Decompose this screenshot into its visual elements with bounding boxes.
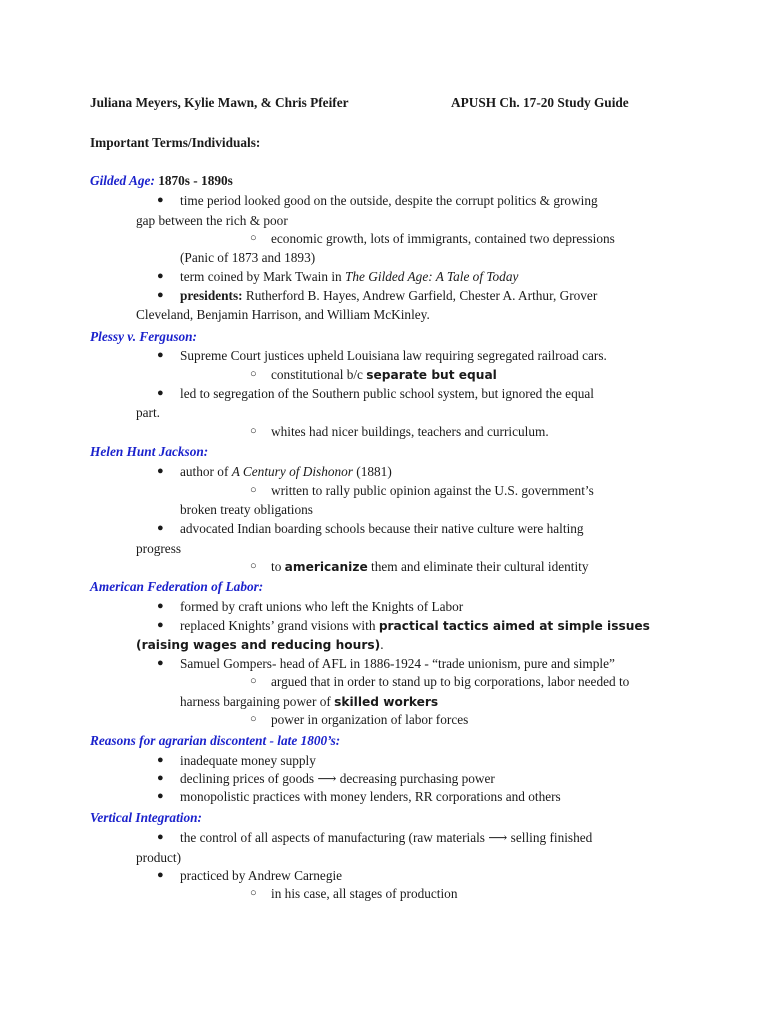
list-item: formed by craft unions who left the Knights of Labor bbox=[180, 599, 464, 614]
bullet-icon: ● bbox=[157, 869, 164, 881]
list-item: inadequate money supply bbox=[180, 753, 316, 768]
list-item: led to segregation of the Southern public school system, but ignored the equal bbox=[180, 386, 594, 401]
list-item: the control of all aspects of manufacturing (raw materials ⟶ selling finished bbox=[180, 830, 593, 845]
section-title: Helen Hunt Jackson: bbox=[90, 444, 209, 459]
sub-bullet-icon: ○ bbox=[250, 713, 257, 725]
sub-item: in his case, all stages of production bbox=[271, 886, 458, 901]
book-title: A Century of Dishonor bbox=[231, 464, 353, 479]
section-title: Vertical Integration: bbox=[90, 810, 202, 825]
bullet-icon: ● bbox=[157, 270, 164, 282]
list-item-cont bbox=[136, 637, 384, 653]
label: presidents: bbox=[180, 288, 243, 303]
sub-item bbox=[271, 367, 497, 383]
text: author of bbox=[180, 464, 232, 479]
list-item-cont: progress bbox=[136, 541, 182, 556]
bullet-icon: ● bbox=[157, 387, 164, 399]
sub-bullet-icon: ○ bbox=[250, 560, 257, 572]
sub-item bbox=[271, 559, 589, 575]
bullet-icon: ● bbox=[157, 831, 164, 843]
section-plessy bbox=[90, 329, 197, 345]
list-item: practiced by Andrew Carnegie bbox=[180, 868, 343, 883]
sub-bullet-icon: ○ bbox=[250, 484, 257, 496]
text: (1881) bbox=[352, 464, 392, 479]
section-title: Reasons for agrarian discontent - late 1800’s: bbox=[90, 733, 341, 748]
list-item-cont: product) bbox=[136, 850, 182, 865]
list-item: advocated Indian boarding schools because their native culture were halting bbox=[180, 521, 584, 536]
section-title: Plessy v. Ferguson: bbox=[90, 329, 197, 344]
text: . bbox=[380, 637, 384, 652]
section-title: American Federation of Labor: bbox=[90, 579, 264, 594]
emphasis: (raising wages and reducing hours) bbox=[136, 638, 381, 652]
book-title: The Gilded Age: A Tale of Today bbox=[345, 269, 519, 284]
list-item-cont: Cleveland, Benjamin Harrison, and William McKinley. bbox=[136, 307, 430, 322]
bullet-icon: ● bbox=[157, 194, 164, 206]
emphasis: practical tactics aimed at simple issues bbox=[378, 619, 650, 633]
emphasis: skilled workers bbox=[334, 695, 439, 709]
text: to bbox=[271, 559, 285, 574]
text: Rutherford B. Hayes, Andrew Garfield, Chester A. Arthur, Grover bbox=[242, 288, 598, 303]
bullet-icon: ● bbox=[157, 600, 164, 612]
list-item bbox=[180, 269, 518, 285]
emphasis: separate but equal bbox=[366, 368, 497, 382]
list-item: time period looked good on the outside, despite the corrupt politics & growing bbox=[180, 193, 598, 208]
sub-item-cont: broken treaty obligations bbox=[180, 502, 313, 517]
list-item-cont: part. bbox=[136, 405, 160, 420]
section-title: Gilded Age: bbox=[90, 173, 155, 188]
authors: Juliana Meyers, Kylie Mawn, & Chris Pfeifer bbox=[90, 95, 349, 110]
bullet-icon: ● bbox=[157, 522, 164, 534]
sub-item: power in organization of labor forces bbox=[271, 712, 469, 727]
section-agrarian-discontent bbox=[90, 733, 340, 749]
bullet-icon: ● bbox=[157, 790, 164, 802]
text: replaced Knights’ grand visions with bbox=[180, 618, 379, 633]
bullet-icon: ● bbox=[157, 754, 164, 766]
sub-bullet-icon: ○ bbox=[250, 232, 257, 244]
text: constitutional b/c bbox=[271, 367, 367, 382]
list-item: Supreme Court justices upheld Louisiana law requiring segregated railroad cars. bbox=[180, 348, 607, 363]
text: harness bargaining power of bbox=[180, 694, 335, 709]
bullet-icon: ● bbox=[157, 619, 164, 631]
section-gilded-age bbox=[90, 173, 233, 189]
bullet-icon: ● bbox=[157, 349, 164, 361]
bullet-icon: ● bbox=[157, 289, 164, 301]
list-item bbox=[180, 288, 597, 304]
sub-bullet-icon: ○ bbox=[250, 887, 257, 899]
section-helen-hunt-jackson bbox=[90, 444, 208, 460]
bullet-icon: ● bbox=[157, 465, 164, 477]
terms-heading: Important Terms/Individuals: bbox=[90, 135, 261, 150]
sub-item-cont: (Panic of 1873 and 1893) bbox=[180, 250, 316, 265]
bullet-icon: ● bbox=[157, 657, 164, 669]
sub-bullet-icon: ○ bbox=[250, 675, 257, 687]
sub-item-cont bbox=[180, 694, 438, 710]
emphasis: americanize bbox=[284, 560, 368, 574]
sub-item: argued that in order to stand up to big corporations, labor needed to bbox=[271, 674, 630, 689]
sub-item: written to rally public opinion against the U.S. government’s bbox=[271, 483, 594, 498]
document-title: APUSH Ch. 17-20 Study Guide bbox=[451, 95, 629, 110]
sub-bullet-icon: ○ bbox=[250, 368, 257, 380]
section-vertical-integration bbox=[90, 810, 202, 826]
section-afl bbox=[90, 579, 263, 595]
text: them and eliminate their cultural identity bbox=[367, 559, 589, 574]
list-item-cont: gap between the rich & poor bbox=[136, 213, 288, 228]
list-item: declining prices of goods ⟶ decreasing purchasing power bbox=[180, 771, 495, 786]
list-item: Samuel Gompers- head of AFL in 1886-1924 - “trade unionism, pure and simple” bbox=[180, 656, 615, 671]
text: term coined by Mark Twain in bbox=[180, 269, 345, 284]
gilded-dates: 1870s - 1890s bbox=[158, 173, 233, 188]
list-item: monopolistic practices with money lenders, RR corporations and others bbox=[180, 789, 561, 804]
list-item bbox=[180, 618, 650, 634]
list-item bbox=[180, 464, 392, 480]
bullet-icon: ● bbox=[157, 772, 164, 784]
sub-item: economic growth, lots of immigrants, contained two depressions bbox=[271, 231, 615, 246]
sub-bullet-icon: ○ bbox=[250, 425, 257, 437]
sub-item: whites had nicer buildings, teachers and curriculum. bbox=[271, 424, 549, 439]
